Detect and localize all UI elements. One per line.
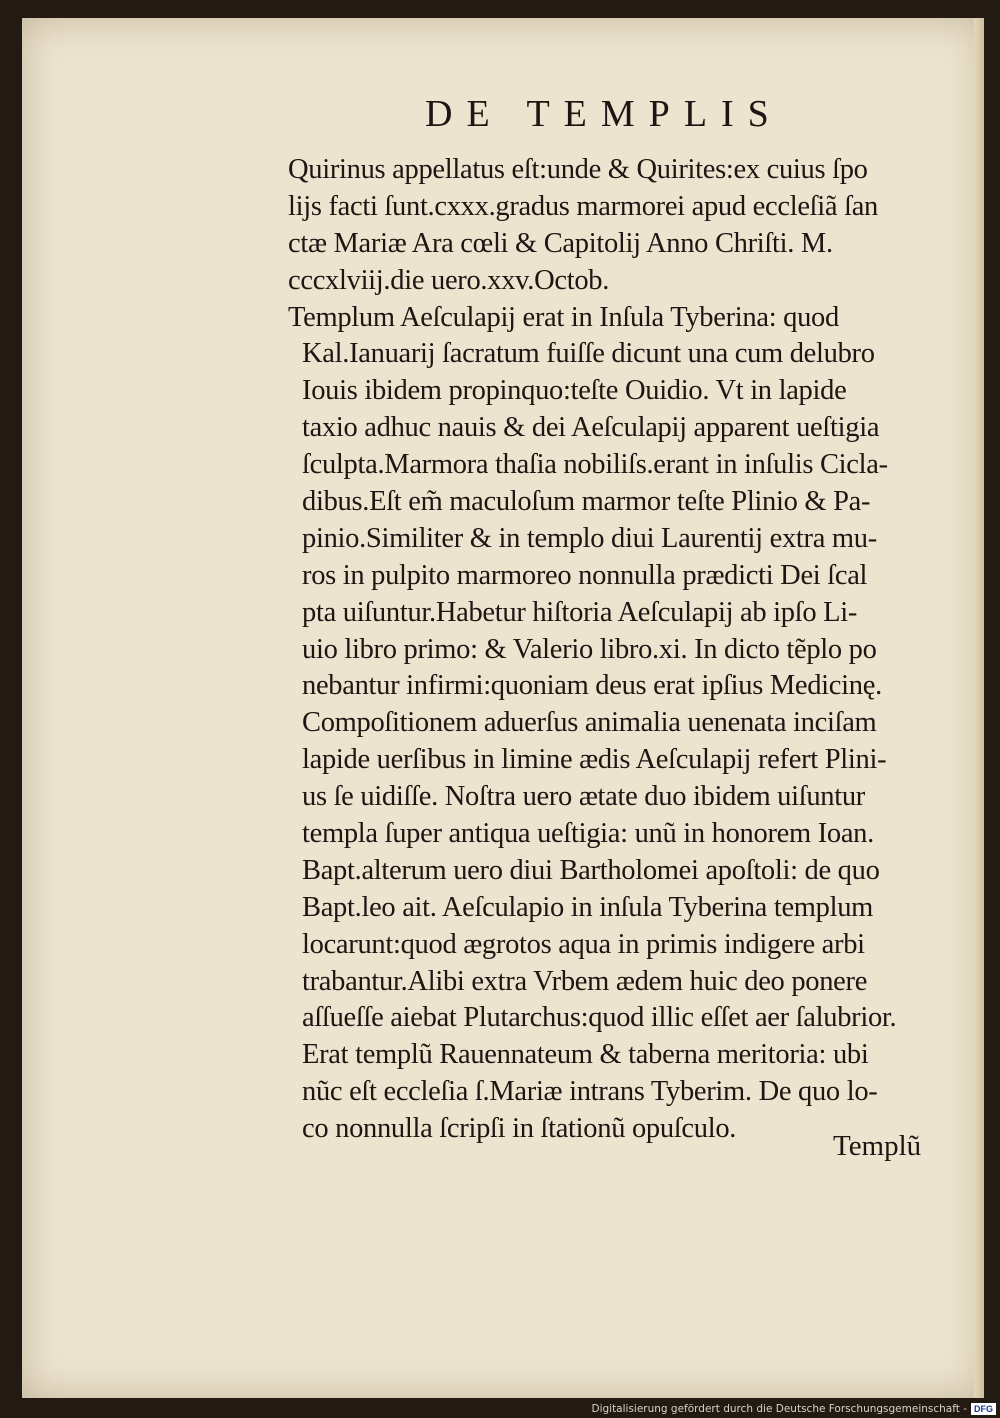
running-head: DE TEMPLIS [425, 93, 783, 135]
dfg-logo: DFG [971, 1403, 996, 1415]
footer-credit: Digitalisierung gefördert durch die Deutsche Forschungsgemeinschaft - [591, 1403, 967, 1415]
page-edge [974, 18, 984, 1398]
text-line: nebantur infirmi:quoniam deus erat ipſius Medicinę. [302, 670, 882, 702]
text-line: Iouis ibidem propinquo:teſte Ouidio. Vt in lapide [302, 375, 847, 407]
text-block [288, 152, 938, 1148]
text-line: aſſueſſe aiebat Plutarchus:quod illic eſſet aer ſalubrior. [302, 1002, 897, 1034]
text-line: Bapt.leo ait. Aeſculapio in inſula Tyberina templum [302, 891, 874, 923]
text-line: cccxlviij.die uero.xxv.Octob. [288, 264, 610, 296]
text-line: lapide uerſibus in limine ædis Aeſculapij refert Plini- [302, 744, 887, 776]
digitization-footer [591, 1400, 1000, 1418]
text-line: ctæ Mariæ Ara cœli & Capitolij Anno Chriſti. M. [288, 227, 833, 259]
text-line: dibus.Eſt em̃ maculoſum marmor teſte Plinio & Pa- [302, 486, 871, 518]
text-line: nũc eſt eccleſia ſ.Mariæ intrans Tyberim. De quo lo- [302, 1076, 878, 1108]
text-line: Templum Aeſculapij erat in Inſula Tyberina: quod [288, 301, 839, 333]
text-line: us ſe uidiſſe. Noſtra uero ætate duo ibidem uiſuntur [302, 781, 866, 813]
text-line: trabantur.Alibi extra Vrbem ædem huic deo ponere [302, 965, 868, 997]
text-line: pinio.Similiter & in templo diui Laurentij extra mu- [302, 522, 877, 554]
catchword: Templũ [833, 1130, 922, 1162]
text-line: uio libro primo: & Valerio libro.xi. In dicto tẽplo po [302, 633, 877, 665]
text-line: ros in pulpito marmoreo nonnulla prædicti Dei ſcal [302, 559, 868, 591]
text-line: Erat templũ Rauennateum & taberna meritoria: ubi [302, 1039, 869, 1071]
text-line: Bapt.alterum uero diui Bartholomei apoſtoli: de quo [302, 854, 880, 886]
text-line: co nonnulla ſcripſi in ſtationũ opuſculo. [302, 1113, 737, 1145]
text-line: locarunt:quod ægrotos aqua in primis indigere arbi [302, 928, 865, 960]
text-line: templa ſuper antiqua ueſtigia: unũ in honorem Ioan. [302, 818, 874, 850]
text-line: pta uiſuntur.Habetur hiſtoria Aeſculapij ab ipſo Li- [302, 596, 858, 628]
text-line: Compoſitionem aduerſus animalia uenenata inciſam [302, 707, 877, 739]
text-line: taxio adhuc nauis & dei Aeſculapij apparent ueſtigia [302, 412, 880, 444]
text-line: ſculpta.Marmora thaſia nobiliſs.erant in inſulis Cicla- [302, 449, 888, 481]
text-line: Quirinus appellatus eſt:unde & Quirites:ex cuius ſpo [288, 154, 868, 185]
text-line: Kal.Ianuarij ſacratum fuiſſe dicunt una cum delubro [302, 338, 875, 370]
text-line: lijs facti ſunt.cxxx.gradus marmorei apud eccleſiã ſan [288, 190, 878, 222]
